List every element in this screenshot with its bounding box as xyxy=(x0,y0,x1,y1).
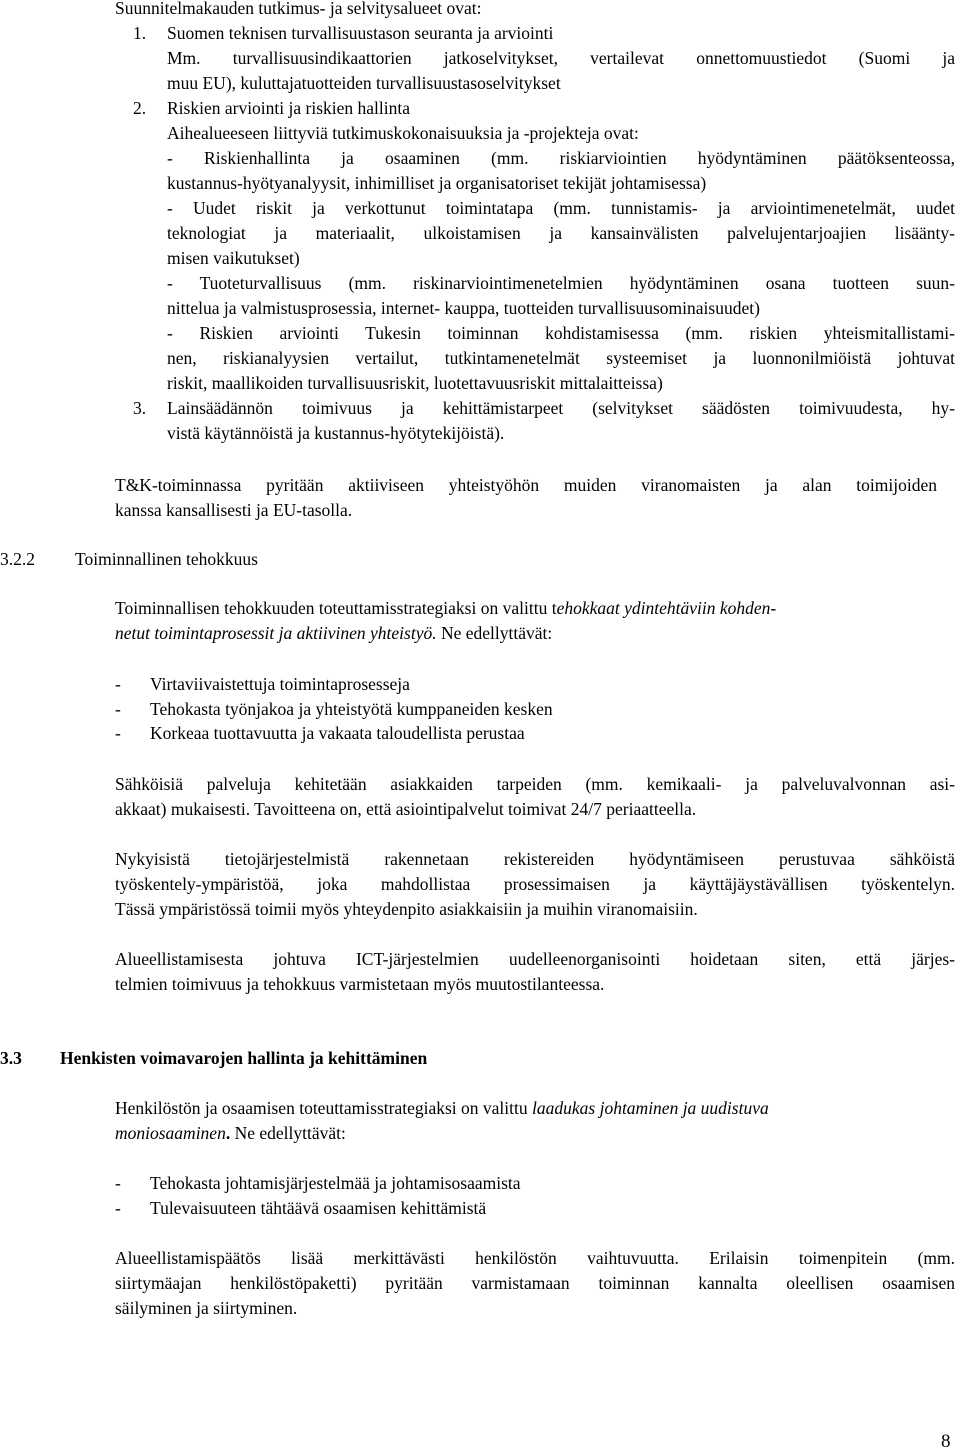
list-item-2-title: Riskien arviointi ja riskien hallinta xyxy=(167,98,411,118)
bullet-item: Virtaviivaistettuja toimintaprosesseja xyxy=(150,674,410,694)
section-title: Toiminnallinen tehokkuus xyxy=(75,549,258,569)
list-item-1-text-line: muu EU), kuluttajatuotteiden turvallisuustasoselvitykset xyxy=(167,73,561,93)
section-title: Henkisten voimavarojen hallinta ja kehittäminen xyxy=(60,1048,428,1068)
list-item-2-line: kustannus-hyötyanalyysit, inhimilliset ja organisatoriset tekijät johtamisessa) xyxy=(167,173,707,193)
text-span: Henkilöstön ja osaamisen toteuttamisstrategiaksi on valittu xyxy=(115,1098,533,1118)
list-item-2-line: teknologiat ja materiaalit, ulkoistamisen ja kansainvälisten palvelujentarjoajien lisäänty- xyxy=(167,223,955,243)
paragraph-line xyxy=(115,1097,769,1119)
paragraph-line: Nykyisistä tietojärjestelmistä rakennetaan rekistereiden hyödyntämiseen perustuvaa sähköistä xyxy=(115,849,955,869)
bullet-dash: - xyxy=(115,699,121,719)
emphasis-span: netut toimintaprosessit ja aktiivinen yhteistyö. xyxy=(115,623,437,643)
bullet-dash: - xyxy=(115,674,121,694)
paragraph-line: työskentely-ympäristöä, joka mahdollistaa prosessimaisen ja käyttäjäystävällisen työskentelyn. xyxy=(115,874,955,894)
list-number-3: 3. xyxy=(133,398,147,418)
list-number-1: 1. xyxy=(133,23,147,43)
section-number: 3.3 xyxy=(0,1048,22,1068)
tk-paragraph-line: kanssa kansallisesti ja EU-tasolla. xyxy=(115,500,353,520)
list-item-2-line: nen, riskianalyysien vertailut, tutkintamenetelmät systeemiset ja luonnonilmiöistä johtuvat xyxy=(167,348,955,368)
paragraph-line: akkaat) mukaisesti. Tavoitteena on, että asiointipalvelut toimivat 24/7 periaatteella. xyxy=(115,799,697,819)
text-span: Toiminnallisen tehokkuuden toteuttamisstrategiaksi on valittu t xyxy=(115,598,557,618)
emphasis-span: laadukas johtaminen ja uudistuva xyxy=(532,1098,769,1118)
list-item-1-text-line: Mm. turvallisuusindikaattorien jatkoselvitykset, vertailevat onnettomuustiedot (Suomi ja xyxy=(167,48,955,68)
section-number: 3.2.2 xyxy=(0,549,35,569)
emphasis-span: ehokkaat ydintehtäviin kohden- xyxy=(556,598,777,618)
list-item-2-line: - Uudet riskit ja verkottunut toimintatapa (mm. tunnistamis- ja arviointimenetelmät, uudet xyxy=(167,198,955,218)
tk-paragraph-line: T&K-toiminnassa pyritään aktiiviseen yhteistyöhön muiden viranomaisten ja alan toimijoiden xyxy=(115,475,937,495)
list-item-2-line: - Riskien arviointi Tukesin toiminnan kohdistamisessa (mm. riskien yhteismitallistami- xyxy=(167,323,955,343)
text-span: Ne edellyttävät: xyxy=(436,623,553,643)
list-item-2-line: riskit, maallikoiden turvallisuusriskit, luotettavuusriskit mittalaitteissa) xyxy=(167,373,663,393)
list-item-3-line: vistä käytännöistä ja kustannus-hyötytekijöistä). xyxy=(167,423,505,443)
bullet-item: Tehokasta työnjakoa ja yhteistyötä kumppaneiden kesken xyxy=(150,699,553,719)
list-item-2-line: - Riskienhallinta ja osaaminen (mm. riskiarviointien hyödyntäminen päätöksenteossa, xyxy=(167,148,955,168)
paragraph-line: säilyminen ja siirtyminen. xyxy=(115,1298,298,1318)
list-number-2: 2. xyxy=(133,98,147,118)
bullet-dash: - xyxy=(115,1173,121,1193)
paragraph-line: Alueellistamispäätös lisää merkittävästi henkilöstön vaihtuvuutta. Erilaisin toimenpitein (mm. xyxy=(115,1248,955,1268)
paragraph-line: siirtymäajan henkilöstöpaketti) pyritään varmistamaan toiminnan kannalta oleellisen osaamisen xyxy=(115,1273,955,1293)
text-span: Ne edellyttävät: xyxy=(230,1123,346,1143)
paragraph-line xyxy=(115,622,552,644)
paragraph-line xyxy=(115,597,776,619)
bullet-item: Tehokasta johtamisjärjestelmää ja johtamisosaamista xyxy=(150,1173,521,1193)
paragraph-line: Tässä ympäristössä toimii myös yhteydenpito asiakkaisiin ja muihin viranomaisiin. xyxy=(115,899,698,919)
paragraph-line: Sähköisiä palveluja kehitetään asiakkaiden tarpeiden (mm. kemikaali- ja palveluvalvonnan asi- xyxy=(115,774,955,794)
list-item-2-intro: Aihealueeseen liittyviä tutkimuskokonaisuuksia ja -projekteja ovat: xyxy=(167,123,639,143)
list-item-3-line: Lainsäädännön toimivuus ja kehittämistarpeet (selvitykset säädösten toimivuudesta, hy- xyxy=(167,398,955,418)
paragraph-line: telmien toimivuus ja tehokkuus varmistetaan myös muutostilanteessa. xyxy=(115,974,605,994)
research-areas-heading: Suunnitelmakauden tutkimus- ja selvitysalueet ovat: xyxy=(115,0,482,18)
bullet-item: Tulevaisuuteen tähtäävä osaamisen kehittämistä xyxy=(150,1198,487,1218)
paragraph-line: Alueellistamisesta johtuva ICT-järjestelmien uudelleenorganisointi hoidetaan siten, että järjes- xyxy=(115,949,955,969)
page-number: 8 xyxy=(941,1431,951,1452)
list-item-2-line: - Tuoteturvallisuus (mm. riskinarviointimenetelmien hyödyntäminen osana tuotteen suun- xyxy=(167,273,955,293)
paragraph-line xyxy=(115,1122,346,1144)
bullet-dash: - xyxy=(115,723,121,743)
list-item-1-title: Suomen teknisen turvallisuustason seuranta ja arviointi xyxy=(167,23,554,43)
bullet-dash: - xyxy=(115,1198,121,1218)
list-item-2-line: nittelua ja valmistusprosessia, internet- kauppa, tuotteiden turvallisuusominaisuudet) xyxy=(167,298,760,318)
emphasis-span: moniosaaminen xyxy=(115,1123,226,1143)
list-item-2-line: misen vaikutukset) xyxy=(167,248,300,268)
text-span: . xyxy=(225,1123,231,1143)
bullet-item: Korkeaa tuottavuutta ja vakaata taloudellista perustaa xyxy=(150,723,525,743)
